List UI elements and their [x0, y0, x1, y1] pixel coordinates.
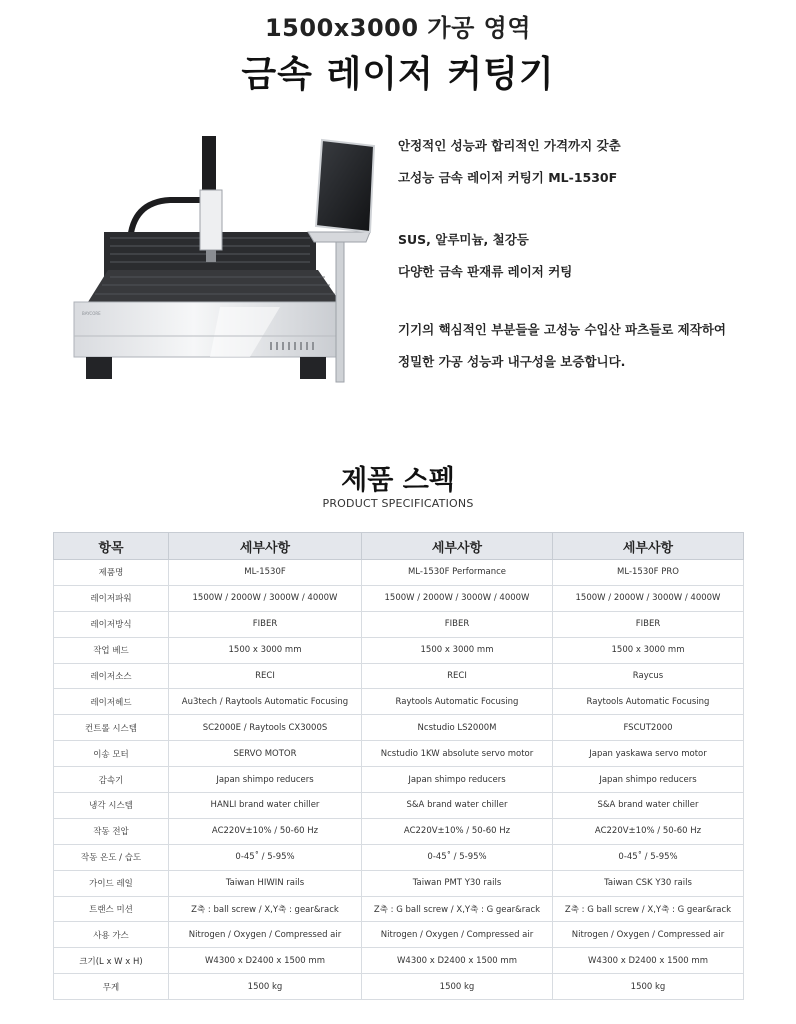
header-detail: 세부사항	[362, 533, 553, 560]
intro-line: 고성능 금속 레이저 커팅기 ML-1530F	[398, 170, 618, 185]
spec-value-cell: 0-45˚ / 5-95%	[362, 844, 553, 870]
spec-label-cell: 작동 전압	[54, 818, 169, 844]
page-title: 금속 레이저 커팅기	[241, 54, 555, 95]
spec-value-cell: Raytools Automatic Focusing	[553, 689, 744, 715]
spec-value-cell: 0-45˚ / 5-95%	[553, 844, 744, 870]
spec-value-cell: ML-1530F Performance	[362, 560, 553, 586]
spec-value-cell: FIBER	[169, 611, 362, 637]
spec-value-cell: Raytools Automatic Focusing	[362, 689, 553, 715]
table-header-row	[54, 533, 744, 560]
spec-value-cell: Nitrogen / Oxygen / Compressed air	[169, 922, 362, 948]
spec-label-cell: 제품명	[54, 560, 169, 586]
table-row	[54, 896, 744, 922]
spec-value-cell: Raycus	[553, 663, 744, 689]
intro-line: 다양한 금속 판재류 레이저 커팅	[398, 264, 573, 279]
spec-value-cell: S&A brand water chiller	[362, 793, 553, 819]
spec-label-cell: 무게	[54, 974, 169, 1000]
spec-value-cell: Au3tech / Raytools Automatic Focusing	[169, 689, 362, 715]
spec-value-cell: W4300 x D2400 x 1500 mm	[553, 948, 744, 974]
table-row	[54, 948, 744, 974]
spec-value-cell: 1500W / 2000W / 3000W / 4000W	[362, 585, 553, 611]
spec-value-cell: Japan shimpo reducers	[553, 767, 744, 793]
table-row	[54, 689, 744, 715]
table-row	[54, 818, 744, 844]
spec-value-cell: 1500W / 2000W / 3000W / 4000W	[553, 585, 744, 611]
spec-value-cell: Z축 : ball screw / X,Y축 : gear&rack	[169, 896, 362, 922]
intro-line: 정밀한 가공 성능과 내구성을 보증합니다.	[398, 354, 626, 369]
table-row	[54, 663, 744, 689]
spec-value-cell: FSCUT2000	[553, 715, 744, 741]
spec-value-cell: 1500W / 2000W / 3000W / 4000W	[169, 585, 362, 611]
spec-value-cell: FIBER	[553, 611, 744, 637]
table-row	[54, 767, 744, 793]
table-row	[54, 637, 744, 663]
table-row	[54, 844, 744, 870]
svg-text:BAYCORE: BAYCORE	[82, 311, 101, 316]
spec-label-cell: 작업 베드	[54, 637, 169, 663]
table-row	[54, 611, 744, 637]
spec-value-cell: 1500 x 3000 mm	[553, 637, 744, 663]
spec-value-cell: FIBER	[362, 611, 553, 637]
spec-value-cell: Taiwan CSK Y30 rails	[553, 870, 744, 896]
header-item: 항목	[54, 533, 169, 560]
spec-value-cell: Japan shimpo reducers	[362, 767, 553, 793]
spec-value-cell: W4300 x D2400 x 1500 mm	[362, 948, 553, 974]
spec-label-cell: 레이저방식	[54, 611, 169, 637]
table-row	[54, 793, 744, 819]
table-row	[54, 560, 744, 586]
spec-table	[53, 532, 744, 1000]
spec-value-cell: HANLI brand water chiller	[169, 793, 362, 819]
spec-value-cell: Z축 : G ball screw / X,Y축 : G gear&rack	[362, 896, 553, 922]
spec-value-cell: 1500 x 3000 mm	[362, 637, 553, 663]
spec-section-subtitle: PRODUCT SPECIFICATIONS	[322, 497, 474, 510]
spec-value-cell: 1500 x 3000 mm	[169, 637, 362, 663]
spec-value-cell: Taiwan HIWIN rails	[169, 870, 362, 896]
header-detail: 세부사항	[553, 533, 744, 560]
spec-value-cell: AC220V±10% / 50-60 Hz	[362, 818, 553, 844]
spec-label-cell: 냉각 시스템	[54, 793, 169, 819]
table-row	[54, 741, 744, 767]
spec-value-cell: AC220V±10% / 50-60 Hz	[169, 818, 362, 844]
spec-label-cell: 작동 온도 / 습도	[54, 844, 169, 870]
laser-cutting-machine-image	[70, 132, 380, 387]
spec-value-cell: Ncstudio LS2000M	[362, 715, 553, 741]
table-row	[54, 870, 744, 896]
spec-section-title: 제품 스펙	[341, 465, 455, 496]
spec-label-cell: 레이저헤드	[54, 689, 169, 715]
intro-line: SUS, 알루미늄, 철강등	[398, 232, 529, 247]
spec-label-cell: 가이드 레일	[54, 870, 169, 896]
spec-value-cell: Ncstudio 1KW absolute servo motor	[362, 741, 553, 767]
table-row	[54, 974, 744, 1000]
spec-label-cell: 레이저소스	[54, 663, 169, 689]
spec-value-cell: SERVO MOTOR	[169, 741, 362, 767]
header-detail: 세부사항	[169, 533, 362, 560]
spec-value-cell: RECI	[362, 663, 553, 689]
spec-label-cell: 트랜스 미션	[54, 896, 169, 922]
spec-label-cell: 이송 모터	[54, 741, 169, 767]
spec-label-cell: 감속기	[54, 767, 169, 793]
intro-line: 안정적인 성능과 합리적인 가격까지 갖춘	[398, 138, 621, 153]
spec-value-cell: AC220V±10% / 50-60 Hz	[553, 818, 744, 844]
spec-value-cell: Japan yaskawa servo motor	[553, 741, 744, 767]
spec-value-cell: Japan shimpo reducers	[169, 767, 362, 793]
spec-value-cell: Z축 : G ball screw / X,Y축 : G gear&rack	[553, 896, 744, 922]
spec-label-cell: 크기(L x W x H)	[54, 948, 169, 974]
spec-value-cell: 1500 kg	[553, 974, 744, 1000]
spec-value-cell: 1500 kg	[169, 974, 362, 1000]
spec-value-cell: ML-1530F	[169, 560, 362, 586]
spec-label-cell: 사용 가스	[54, 922, 169, 948]
spec-value-cell: 0-45˚ / 5-95%	[169, 844, 362, 870]
spec-value-cell: ML-1530F PRO	[553, 560, 744, 586]
page-subtitle: 1500x3000 가공 영역	[264, 14, 532, 42]
intro-line: 기기의 핵심적인 부분들을 고성능 수입산 파츠들로 제작하여	[398, 322, 726, 337]
spec-label-cell: 컨트롤 시스템	[54, 715, 169, 741]
spec-value-cell: Nitrogen / Oxygen / Compressed air	[553, 922, 744, 948]
table-row	[54, 715, 744, 741]
table-row	[54, 585, 744, 611]
spec-value-cell: 1500 kg	[362, 974, 553, 1000]
spec-value-cell: SC2000E / Raytools CX3000S	[169, 715, 362, 741]
spec-value-cell: Nitrogen / Oxygen / Compressed air	[362, 922, 553, 948]
spec-label-cell: 레이저파워	[54, 585, 169, 611]
spec-value-cell: Taiwan PMT Y30 rails	[362, 870, 553, 896]
spec-value-cell: RECI	[169, 663, 362, 689]
table-row	[54, 922, 744, 948]
spec-value-cell: S&A brand water chiller	[553, 793, 744, 819]
spec-value-cell: W4300 x D2400 x 1500 mm	[169, 948, 362, 974]
